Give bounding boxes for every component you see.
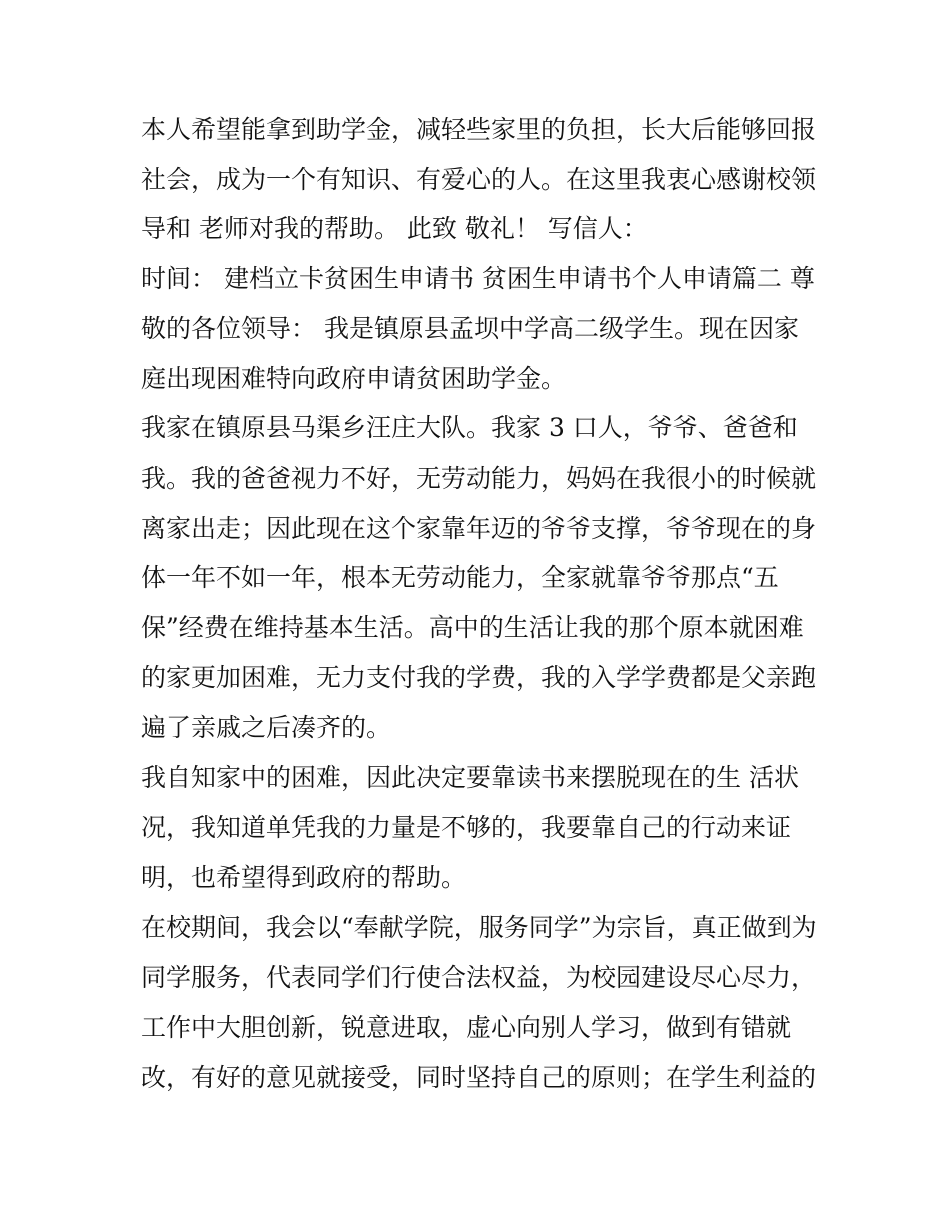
text-line: 敬的各位领导： 我是镇原县孟坝中学高二级学生。现在因家 xyxy=(141,314,799,343)
text-line: 离家出走；因此现在这个家靠年迈的爷爷支撑，爷爷现在的身 xyxy=(141,514,817,543)
text-line: 我。我的爸爸视力不好，无劳动能力，妈妈在我很小的时候就 xyxy=(141,464,817,493)
text-line: 的家更加困难，无力支付我的学费，我的入学学费都是父亲跑 xyxy=(141,663,817,692)
text-line: 遍了亲戚之后凑齐的。 xyxy=(141,713,392,742)
text-line: 我家在镇原县马渠乡汪庄大队。我家 3 口人，爷爷、爸爸和 xyxy=(141,413,798,442)
text-line: 本人希望能拿到助学金，减轻些家里的负担，长大后能够回报 xyxy=(141,115,817,144)
text-line: 改，有好的意见就接受，同时坚持自己的原则；在学生利益的 xyxy=(141,1063,817,1092)
text-line: 我自知家中的困难，因此决定要靠读书来摆脱现在的生 活状 xyxy=(141,763,799,792)
text-line: 体一年不如一年，根本无劳动能力，全家就靠爷爷那点“五 xyxy=(141,563,779,592)
text-line: 导和 老师对我的帮助。 此致 敬礼！ 写信人： xyxy=(141,214,648,243)
text-line: 明，也希望得到政府的帮助。 xyxy=(141,863,467,892)
text-line: 保”经费在维持基本生活。高中的生活让我的那个原本就困难 xyxy=(141,613,804,642)
text-line: 同学服务，代表同学们行使合法权益，为校园建设尽心尽力， xyxy=(141,963,817,992)
text-line: 庭出现困难特向政府申请贫困助学金。 xyxy=(141,364,567,393)
text-line: 时间： 建档立卡贫困生申请书 贫困生申请书个人申请篇二 尊 xyxy=(141,264,815,293)
text-line: 在校期间，我会以“奉献学院，服务同学”为宗旨，真正做到为 xyxy=(141,913,817,942)
text-line: 工作中大胆创新，锐意进取，虚心向别人学习，做到有错就 xyxy=(141,1013,792,1042)
text-line: 社会，成为一个有知识、有爱心的人。在这里我衷心感谢校领 xyxy=(141,165,817,194)
text-line: 况，我知道单凭我的力量是不够的，我要靠自己的行动来证 xyxy=(141,813,792,842)
